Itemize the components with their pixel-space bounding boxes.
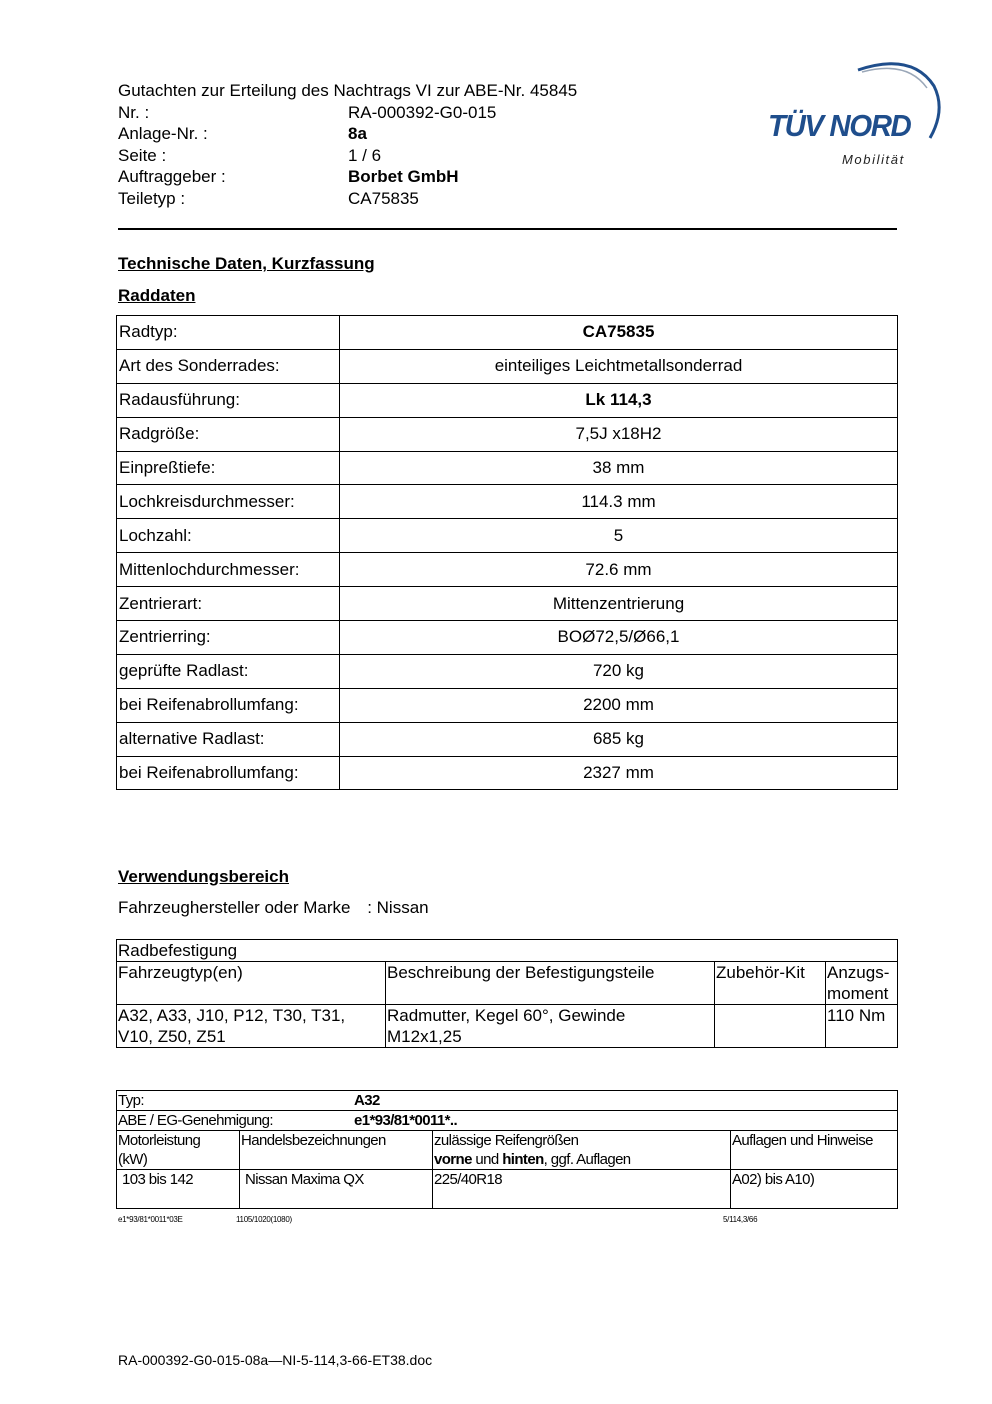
header-label: Nr. : <box>118 103 150 122</box>
table-row <box>117 587 898 621</box>
small-note-abe: e1*93/81*0011*03E <box>118 1215 183 1224</box>
vehicle-types-line: V10, Z50, Z51 <box>118 1027 226 1046</box>
table-row <box>117 451 898 485</box>
vehicle-table <box>116 1090 898 1209</box>
raddaten-key: bei Reifenabrollumfang: <box>117 756 340 790</box>
raddaten-value: Mittenzentrierung <box>340 587 898 621</box>
fastening-description-line: Radmutter, Kegel 60°, Gewinde <box>387 1006 626 1025</box>
torque-cell: 110 Nm <box>826 1005 898 1048</box>
auflagen-cell: A02) bis A10) <box>731 1170 898 1209</box>
raddaten-key: Mittenlochdurchmesser: <box>117 553 340 587</box>
table-row <box>117 349 898 383</box>
abe-label: ABE / EG-Genehmigung: <box>118 1112 273 1129</box>
header-divider <box>118 228 897 230</box>
header-row-anlage <box>118 123 496 144</box>
fastening-description-line: M12x1,25 <box>387 1027 462 1046</box>
table-row <box>117 316 898 350</box>
header-label: Seite : <box>118 145 167 165</box>
table-row <box>117 722 898 756</box>
raddaten-value: CA75835 <box>340 316 898 350</box>
table-row <box>117 756 898 790</box>
column-header-handels: Handelsbezeichnungen <box>240 1131 433 1170</box>
column-header-auflagen: Auflagen und Hinweise <box>731 1131 898 1170</box>
raddaten-value: 72.6 mm <box>340 553 898 587</box>
table-row <box>117 1091 898 1111</box>
header-label: Anlage-Nr. : <box>118 124 208 144</box>
column-header-reifen <box>433 1131 731 1170</box>
column-header-motor <box>117 1131 240 1170</box>
table-row <box>117 553 898 587</box>
hersteller-label: Fahrzeughersteller oder Marke <box>118 898 351 917</box>
accessory-kit-cell <box>715 1005 826 1048</box>
header-row-auftraggeber <box>118 166 496 187</box>
document-title: Gutachten zur Erteilung des Nachtrags VI zur ABE-Nr. 45845 <box>118 81 578 100</box>
table-row <box>117 1005 898 1048</box>
header-info <box>118 102 496 209</box>
raddaten-key: Zentrierring: <box>117 621 340 655</box>
motor-cell: 103 bis 142 <box>117 1170 240 1209</box>
table-header-row <box>117 1131 898 1170</box>
header-value: RA-000392-G0-015 <box>348 103 497 122</box>
raddaten-value: 2327 mm <box>340 756 898 790</box>
raddaten-value: 114.3 mm <box>340 485 898 519</box>
table-row <box>117 1111 898 1131</box>
raddaten-value: 685 kg <box>340 722 898 756</box>
raddaten-key: bei Reifenabrollumfang: <box>117 688 340 722</box>
raddaten-value: Lk 114,3 <box>340 383 898 417</box>
typ-value: A32 <box>354 1092 380 1109</box>
tuev-nord-logo <box>762 58 942 178</box>
section-title: Technische Daten, Kurzfassung <box>118 254 375 273</box>
raddaten-value: BOØ72,5/Ø66,1 <box>340 621 898 655</box>
raddaten-value: 720 kg <box>340 654 898 688</box>
small-note-bolt: 5/114,3/66 <box>723 1215 758 1224</box>
table-row <box>117 417 898 451</box>
raddaten-value: 5 <box>340 519 898 553</box>
raddaten-key: Radgröße: <box>117 417 340 451</box>
verwendung-heading: Verwendungsbereich <box>118 867 289 886</box>
header-value: 8a <box>348 124 367 144</box>
raddaten-heading: Raddaten <box>118 286 196 305</box>
column-header: Zubehör-Kit <box>715 962 826 1005</box>
table-row <box>117 654 898 688</box>
befestigung-title: Radbefestigung <box>117 940 898 962</box>
header-line <box>434 1150 729 1169</box>
header-line: Motorleistung <box>118 1132 201 1149</box>
raddaten-value: 7,5J x18H2 <box>340 417 898 451</box>
typ-label: Typ: <box>118 1092 144 1109</box>
header-row-seite <box>118 145 496 166</box>
raddaten-key: geprüfte Radlast: <box>117 654 340 688</box>
table-row <box>117 383 898 417</box>
raddaten-key: Radausführung: <box>117 383 340 417</box>
small-note-load: 1105/1020(1080) <box>236 1215 292 1224</box>
footer-filename: RA-000392-G0-015-08a—NI-5-114,3-66-ET38.doc <box>118 1352 433 1368</box>
raddaten-key: alternative Radlast: <box>117 722 340 756</box>
raddaten-key: Art des Sonderrades: <box>117 349 340 383</box>
header-value: 1 / 6 <box>348 145 382 165</box>
table-row <box>117 519 898 553</box>
handels-cell: Nissan Maxima QX <box>240 1170 433 1209</box>
raddaten-value: 38 mm <box>340 451 898 485</box>
reifen-cell: 225/40R18 <box>433 1170 731 1209</box>
fastening-description-cell <box>386 1005 715 1048</box>
abe-cell <box>117 1111 898 1131</box>
raddaten-key: Lochkreisdurchmesser: <box>117 485 340 519</box>
header-row-teiletyp <box>118 188 496 209</box>
raddaten-key: Zentrierart: <box>117 587 340 621</box>
vehicle-types-line: A32, A33, J10, P12, T30, T31, <box>118 1006 346 1025</box>
raddaten-value: einteiliges Leichtmetallsonderrad <box>340 349 898 383</box>
header-value: Borbet GmbH <box>348 167 459 187</box>
header-label: Auftraggeber : <box>118 167 226 187</box>
column-header: Beschreibung der Befestigungsteile <box>386 962 715 1005</box>
column-header: Fahrzeugtyp(en) <box>117 962 386 1005</box>
und-label: und <box>471 1151 503 1168</box>
typ-cell <box>117 1091 898 1111</box>
table-header-row <box>117 962 898 1005</box>
table-row <box>117 940 898 962</box>
hersteller-line <box>118 898 429 918</box>
table-row <box>117 1170 898 1209</box>
header-value: CA75835 <box>348 188 419 208</box>
header-line: (kW) <box>118 1151 148 1168</box>
raddaten-key: Lochzahl: <box>117 519 340 553</box>
abe-value: e1*93/81*0011*.. <box>354 1112 458 1129</box>
table-row <box>117 621 898 655</box>
logo-subtitle: Mobilität <box>842 152 905 167</box>
header-label: Teiletyp : <box>118 188 186 208</box>
hinten-label: hinten <box>502 1151 544 1168</box>
vehicle-types-cell <box>117 1005 386 1048</box>
raddaten-key: Radtyp: <box>117 316 340 350</box>
raddaten-table <box>116 315 898 790</box>
table-row <box>117 688 898 722</box>
hersteller-value: : Nissan <box>367 898 429 917</box>
raddaten-key: Einpreßtiefe: <box>117 451 340 485</box>
column-header: Anzugs- moment <box>826 962 898 1005</box>
header-line: zulässige Reifengrößen <box>434 1132 579 1149</box>
header-row-nr <box>118 102 496 123</box>
vorne-label: vorne <box>434 1151 472 1168</box>
raddaten-value: 2200 mm <box>340 688 898 722</box>
table-row <box>117 485 898 519</box>
reifen-rest: , ggf. Auflagen <box>543 1151 631 1168</box>
logo-name: TÜV NORD <box>768 108 911 143</box>
befestigung-table <box>116 939 898 1048</box>
